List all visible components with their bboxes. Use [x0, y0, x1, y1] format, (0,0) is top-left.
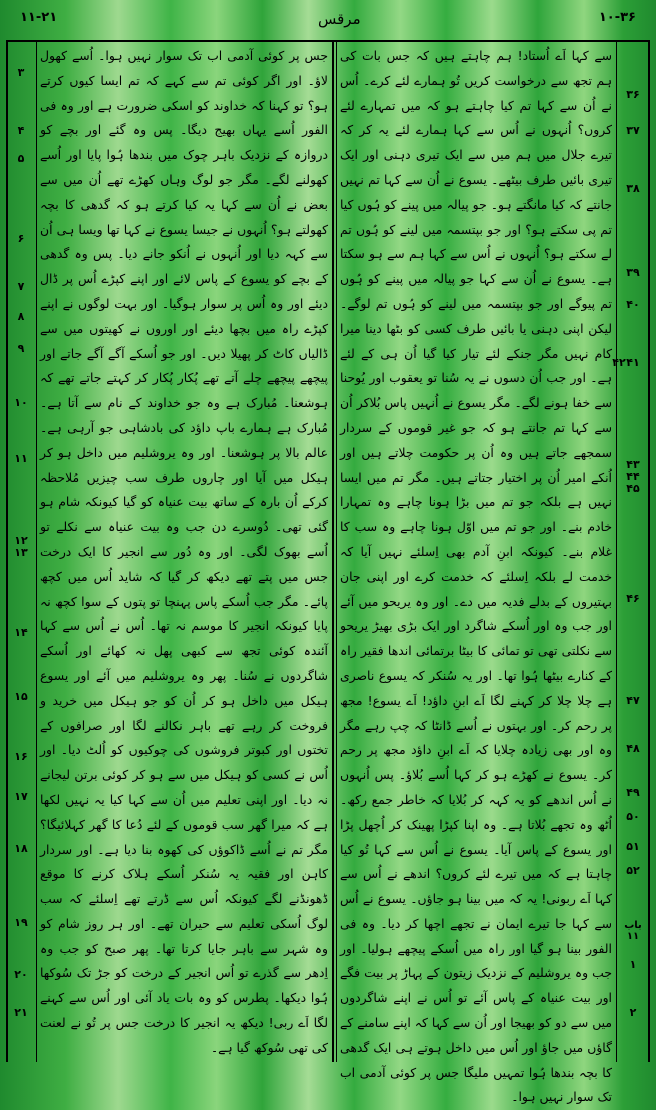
left-text-column: جس پر کوئی آدمی اب تک سوار نہیں ہوا۔ اُسے کھول لاؤ۔ اور اگر کوئی تم سے کہے کہ تم ایسا کیوں کرتے ہو؟ تو کہنا کہ خداوند کو اسکی ضرورت ہے اور وہ فی الفور اُسے یہاں بھیج دیگا۔ پس وہ گئے اور بچے کو دروازہ کے نزدیک باہر چوک میں بندھا ہُوا پایا اور اُسے کھولنے لگے۔ مگر جو لوگ وہاں کھڑے تھے اُن میں سے بعض نے اُن سے کہا یہ کیا کرتے ہو کہ گدھی کا بچہ کھولتے ہو؟ اُنہوں نے جیسا یسوع نے کہا تھا ویسا ہی اُن سے کہہ دیا اور اُنہوں نے اُنکو جانے دیا۔ پس وہ گدھی کے بچے کو یسوع کے پاس لائے اور اپنے کپڑے اُس پر ڈال دیئے اور وہ اُس پر سوار ہوگیا۔ اور بہت لوگوں نے اپنے کپڑے راہ میں بچھا دیئے اور اوروں نے کھیتوں میں سے ڈالیاں کاٹ کر پھیلا دیں۔ اور جو اُسکے آگے آگے جاتے اور پیچھے پیچھے چلے آتے تھے پُکار پُکار کر کہتے جاتے تھے کہ ہوشعنا۔ مُبارک ہے وہ جو خداوند کے نام سے آتا ہے۔ مُبارک ہے ہمارے باپ داؤد کی بادشاہی جو آرہی ہے۔ عالم بالا پر ہوشعنا۔ اور وہ یروشلیم میں داخل ہو کر ہیکل میں آیا اور چاروں طرف سب چیزیں مُلاحظہ کرکے اُن بارہ کے ساتھ بیت عنیاہ کو گیا کیونکہ شام ہو گئی تھی۔ دُوسرے دن جب وہ بیت عنیاہ سے نکلے تو اُسے بھوک لگی۔ اور وہ دُور سے انجیر کا ایک درخت جس میں پتے تھے دیکھ کر گیا کہ شاید اُس میں کچھ پائے۔ مگر جب اُسکے پاس پہنچا تو پتوں کے سوا کچھ نہ پایا کیونکہ انجیر کا موسم نہ تھا۔ اُس نے اُس سے کہا آئندہ کوئی تجھ سے کبھی پھل نہ کھائے اور اُسکے شاگردوں نے سُنا۔ پھر وہ یروشلیم میں آئے اور یسوع ہیکل میں داخل ہو کر اُن کو جو ہیکل میں خرید و فروخت کر رہے تھے باہر نکالنے لگا اور صرافوں کے تختوں اور کبوتر فروشوں کی چوکیوں کو اُلٹ دیا۔ اور اُس نے کسی کو ہیکل میں سے ہو کر کوئی برتن لیجانے نہ دیا۔ اور اپنی تعلیم میں اُن سے کہا کیا یہ نہیں لکھا ہے کہ میرا گھر سب قوموں کے لئے دُعا کا گھر کہلائیگا؟ مگر تم نے اُسے ڈاکوؤں کی کھوہ بنا دیا ہے۔ اور سردار کاہن اور فقیہ یہ سُنکر اُسکے ہلاک کرنے کا موقع ڈھونڈنے لگے کیونکہ اُس سے ڈرتے تھے اِسلئے کہ سب لوگ اُسکی تعلیم سے حیران تھے۔ اور ہر روز شام کو وہ شہر سے باہر جایا کرتا تھا۔ پھر صبح کو جب وہ اِدھر سے گذرے تو اُس انجیر کے درخت کو جڑ تک سُوکھا ہُوا دیکھا۔ پطرس کو وہ بات یاد آئی اور اُس سے کہنے لگا اَے ربی! دیکھ یہ انجیر کا درخت جس پر تُو نے لعنت کی تھی سُوکھ گیا ہے۔	[40, 48, 328, 1055]
verse-number: ۱۷	[14, 790, 28, 803]
verse-number: ۴۸	[626, 742, 640, 755]
verse-number: ۲	[629, 1006, 637, 1019]
right-margin-rule	[616, 40, 617, 1062]
right-text-column: سے کہا اَے اُستاد! ہم چاہتے ہیں کہ جس بات کی ہم تجھ سے درخواست کریں تُو ہمارے لئے کرے۔ اُس نے اُن سے کہا تم کیا چاہتے ہو کہ میں تمہارے لئے کروں؟ اُنہوں نے اُس سے کہا ہمارے لئے یہ کر کہ تیرے جلال میں ہم میں سے ایک تیری دہنی اور ایک تیری بائیں طرف بیٹھے۔ یسوع نے اُن سے کہا تم نہیں جانتے کہ کیا مانگتے ہو۔ جو پیالہ میں پینے کو ہُوں کیا تم پی سکتے ہو؟ اور جو بپتسمہ میں لینے کو ہُوں تم لے سکتے ہو؟ اُنہوں نے اُس سے کہا ہم سے ہو سکتا ہے۔ یسوع نے اُن سے کہا جو پیالہ میں پینے کو ہُوں تم پیوگے اور جو بپتسمہ میں لینے کو ہُوں تم لوگے۔ لیکن اپنی دہنی یا بائیں طرف کسی کو بٹھا دینا میرا کام نہیں مگر جنکے لئے تیار کیا گیا اُن ہی کے لئے ہے۔ اور جب اُن دسوں نے یہ سُنا تو یعقوب اور یُوحنا سے خفا ہونے لگے۔ مگر یسوع نے اُنہیں پاس بُلاکر اُن سے کہا تم جانتے ہو کہ جو غیر قوموں کے سردار سمجھے جاتے ہیں وہ اُن پر حکومت چلاتے ہیں اور اُنکے امیر اُن پر اختیار جتاتے ہیں۔ مگر تم میں ایسا نہیں ہے بلکہ جو تم میں بڑا ہونا چاہے وہ تمہارا خادم بنے۔ اور جو تم میں اوّل ہونا چاہے وہ سب کا غلام بنے۔ کیونکہ ابنِ آدم بھی اِسلئے نہیں آیا کہ خدمت لے بلکہ اِسلئے کہ خدمت کرے اور اپنی جان بہتیروں کے بدلے فدیہ میں دے۔ اور وہ یریحو میں آئے اور جب وہ اور اُسکے شاگرد اور ایک بڑی بھیڑ یریحو سے نکلتی تھی تو تمائی کا بیٹا برتمائی اندھا فقیر راہ کے کنارے بیٹھا ہُوا تھا۔ اور یہ سُنکر کہ یسوع ناصری ہے چلا چلا کر کہنے لگا اَے ابنِ داؤد! اَے یسوع! مجھ پر رحم کر۔ اور بہتوں نے اُسے ڈانٹا کہ چپ رہے مگر وہ اور بھی زیادہ چلایا کہ اَے ابنِ داؤد مجھ پر رحم کر۔ یسوع نے کھڑے ہو کر کہا اُسے بُلاؤ۔ پس اُنہوں نے اُس اندھے کو یہ کہہ کر بُلایا کہ خاطر جمع رکھ۔ اُٹھ وہ تجھے بُلاتا ہے۔ وہ اپنا کپڑا پھینک کر اُچھل پڑا اور یسوع کے پاس آیا۔ یسوع نے اُس سے کہا تُو کیا چاہتا ہے کہ میں تیرے لئے کروں؟ اندھے نے اُس سے کہا اَے ربونی! یہ کہ میں بینا ہو جاؤں۔ یسوع نے اُس سے کہا جا تیرے ایمان نے تجھے اچھا کر دیا۔ وہ فی الفور بینا ہو گیا اور راہ میں اُسکے پیچھے ہولیا۔ اور جب وہ یروشلیم کے نزدیک زیتون کے پہاڑ پر بیت فگے اور بیت عنیاہ کے پاس آئے تو اُس نے اپنے شاگردوں میں سے دو کو بھیجا اور اُن سے کہا کہ اپنے سامنے کے گاؤں میں جاؤ اور اُس میں داخل ہوتے ہی ایک گدھی کا بچہ بندھا ہُوا تمہیں ملیگا جس پر کوئی آدمی اب تک سوار نہیں ہوا۔	[340, 48, 612, 1105]
verse-number: ۱۶	[14, 750, 28, 763]
verse-number: ۴۵	[626, 482, 640, 495]
verse-number: ۸	[17, 310, 25, 323]
column-divider	[332, 40, 334, 1062]
verse-number: ۴۰	[626, 298, 640, 311]
verse-number: ۱۳	[14, 546, 28, 559]
verse-number: ۴۶	[626, 592, 640, 605]
verse-number: ۵۱	[626, 840, 640, 853]
verse-number: ۵۲	[626, 864, 640, 877]
verse-number: ۱۴	[14, 626, 28, 639]
chapter-range-left: ۱۱-۲۱	[20, 10, 58, 25]
verse-number: ۲۰	[14, 968, 28, 981]
verse-number: ۱۲	[14, 534, 28, 547]
verse-number: ۳۸	[626, 182, 640, 195]
chapter-range-right: ۱۰-۳۶	[598, 10, 636, 25]
book-title: مرقس	[318, 10, 361, 28]
verse-number: ۴۴	[626, 470, 640, 483]
verse-number: ۴۲	[612, 356, 626, 369]
verse-number: ۱۰	[14, 396, 28, 409]
verse-number: ۳۷	[626, 124, 640, 137]
verse-number: ۳۶	[626, 88, 640, 101]
verse-number: ۵	[17, 152, 25, 165]
verse-number: ۴	[17, 124, 25, 137]
right-verse-numbers	[612, 44, 646, 1060]
verse-number: ۶	[17, 232, 25, 245]
verse-number: ۳	[17, 66, 25, 79]
frame-right-rule	[648, 40, 650, 1062]
verse-number: ۴۹	[626, 786, 640, 799]
header-rule	[6, 40, 650, 42]
left-verse-numbers	[8, 44, 34, 1060]
left-margin-rule	[36, 40, 37, 1062]
verse-number: ۱۱	[14, 452, 28, 465]
column-divider-inner	[336, 40, 337, 1062]
verse-number: ۱۹	[14, 916, 28, 929]
verse-number: ۱	[629, 958, 637, 971]
verse-number: ۹	[17, 342, 25, 355]
verse-number: ۱۸	[14, 842, 28, 855]
chapter-heading: باب ۱۱	[624, 920, 642, 942]
verse-number: ۵۰	[626, 810, 640, 823]
verse-number: ۴۷	[626, 694, 640, 707]
verse-number: ۷	[17, 280, 25, 293]
verse-number: ۳۹	[626, 266, 640, 279]
verse-number: ۴۳	[626, 458, 640, 471]
verse-number: ۲۱	[14, 1006, 28, 1019]
page-header	[0, 0, 656, 40]
verse-number: ۴۱	[626, 356, 640, 369]
verse-number: ۱۵	[14, 690, 28, 703]
